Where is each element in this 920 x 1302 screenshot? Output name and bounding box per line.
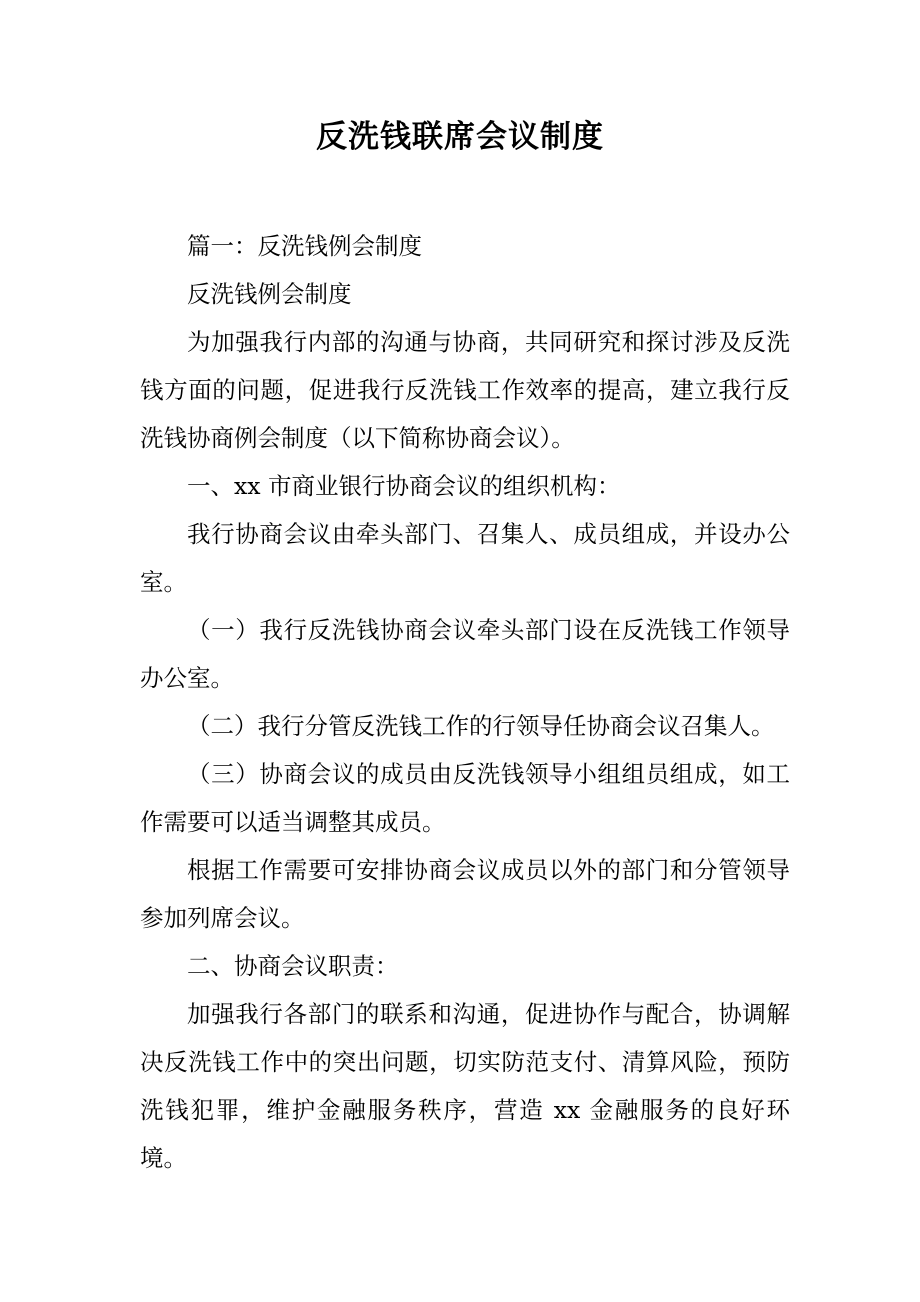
paragraph-attendance: 根据工作需要可安排协商会议成员以外的部门和分管领导参加列席会议。: [140, 856, 790, 932]
paragraph-composition: 我行协商会议由牵头部门、召集人、成员组成，并设办公室。: [140, 520, 790, 596]
paragraph-purpose: 为加强我行内部的沟通与协商，共同研究和探讨涉及反洗钱方面的问题，促进我行反洗钱工作效率的提高，建立我行反洗钱协商例会制度（以下简称协商会议）。: [140, 328, 790, 452]
section-heading-duties: 二、协商会议职责：: [187, 952, 399, 980]
paragraph-item-two: （二）我行分管反洗钱工作的行领导任协商会议召集人。: [187, 712, 775, 740]
subheading-meeting-system: 反洗钱例会制度: [187, 280, 352, 308]
document-body: [140, 222, 790, 1182]
paragraph-item-three: （三）协商会议的成员由反洗钱领导小组组员组成，如工作需要可以适当调整其成员。: [140, 760, 790, 836]
document-title: 反洗钱联席会议制度: [316, 119, 604, 155]
paragraph-item-one: （一）我行反洗钱协商会议牵头部门设在反洗钱工作领导办公室。: [140, 616, 790, 692]
section-heading-organization: 一、xx 市商业银行协商会议的组织机构：: [187, 472, 621, 500]
section-heading-part-one: 篇一：反洗钱例会制度: [187, 232, 422, 260]
paragraph-duties: 加强我行各部门的联系和沟通，促进协作与配合，协调解决反洗钱工作中的突出问题，切实防范支付、清算风险，预防洗钱犯罪，维护金融服务秩序，营造 xx 金融服务的良好环境。: [140, 1000, 790, 1172]
